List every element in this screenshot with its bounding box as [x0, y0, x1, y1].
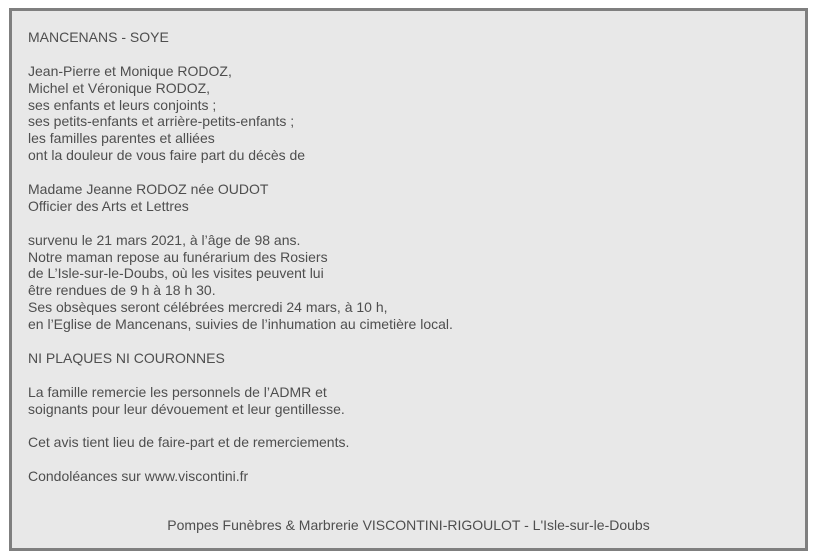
spacer [28, 451, 453, 468]
details-line: survenu le 21 mars 2021, à l’âge de 98 ans. [28, 231, 301, 248]
family-line: Jean-Pierre et Monique RODOZ, [28, 62, 232, 79]
spacer [28, 215, 453, 232]
family-line: les familles parentes et alliées [28, 130, 215, 147]
condolences-line: Condoléances sur www.viscontini.fr [28, 468, 249, 485]
details-line: de L’Isle-sur-le-Doubs, où les visites peuvent lui [28, 265, 324, 282]
details-line: en l’Eglise de Mancenans, suivies de l’inhumation au cimetière local. [28, 316, 453, 333]
deceased-title: Officier des Arts et Lettres [28, 197, 189, 214]
obituary-notice [9, 8, 808, 551]
funeral-home-footer: Pompes Funèbres & Marbrerie VISCONTINI-RIGOULOT - L'Isle-sur-le-Doubs [167, 517, 650, 533]
spacer [28, 367, 453, 384]
deceased-name: Madame Jeanne RODOZ née OUDOT [28, 181, 269, 198]
notice-body [28, 29, 453, 485]
spacer [28, 46, 453, 63]
thanks-line: La famille remercie les personnels de l’ADMR et [28, 383, 327, 400]
no-flowers-line: NI PLAQUES NI COURONNES [28, 349, 225, 366]
notice-heading: MANCENANS - SOYE [28, 29, 169, 45]
details-line: Notre maman repose au funérarium des Rosiers [28, 248, 328, 265]
family-line: Michel et Véronique RODOZ, [28, 79, 211, 96]
details-line: Ses obsèques seront célébrées mercredi 24 mars, à 10 h, [28, 299, 388, 316]
details-line: être rendues de 9 h à 18 h 30. [28, 282, 216, 299]
family-line: ses petits-enfants et arrière-petits-enfants ; [28, 113, 295, 130]
spacer [28, 417, 453, 434]
spacer [28, 164, 453, 181]
spacer [28, 333, 453, 350]
thanks-line: soignants pour leur dévouement et leur gentillesse. [28, 400, 345, 417]
notice-statement: Cet avis tient lieu de faire-part et de remerciements. [28, 434, 350, 451]
family-line: ont la douleur de vous faire part du décès de [28, 147, 306, 164]
family-line: ses enfants et leurs conjoints ; [28, 96, 217, 113]
